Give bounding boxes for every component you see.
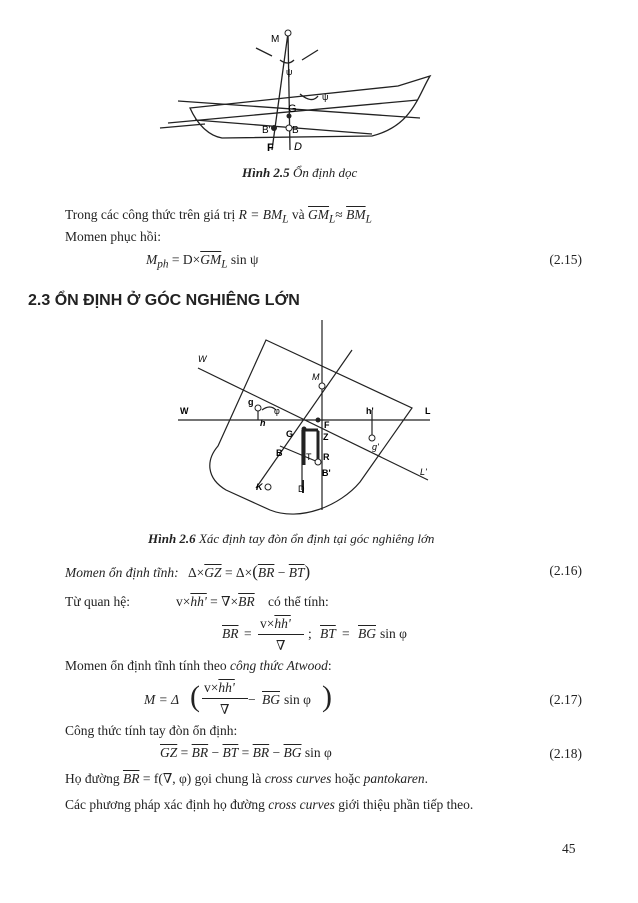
eq217-sin: sin φ (284, 692, 311, 707)
fig26-label-G: G (286, 429, 294, 439)
para1-line2: Momen phục hồi: (65, 229, 161, 244)
eq218-number: (2.18) (549, 746, 582, 761)
atwood-suffix: : (327, 658, 332, 673)
fig25-label-D: D (294, 141, 302, 153)
br-eq-br: $\overline{BR}$ (222, 626, 239, 641)
eq215-mid: = D× (168, 252, 201, 267)
eq217-lhs: M = Δ (144, 692, 180, 707)
fig26-label-K: K (256, 482, 263, 492)
fig26-label-T: T (306, 452, 312, 462)
figure-2-6 (0, 310, 638, 530)
eq215-gm: $\overline{GM}$ (200, 252, 222, 267)
equation-2-16: Momen ổn định tĩnh: $\Delta\times\overline{GZ} = \Delta\times(\overline{BR} - \overline{BT})$ (65, 562, 311, 581)
fig26-label-D: D (298, 484, 305, 494)
para1-line1 (65, 207, 372, 226)
fig26-label-Bp: B' (322, 468, 331, 478)
fig26-label-R: R (323, 452, 330, 462)
eq217-num-a: v× (204, 680, 219, 695)
eq216-bt: $\overline{BT}$ (288, 565, 305, 580)
para1-eq: R = BM (238, 207, 283, 222)
eq217-number: (2.17) (549, 692, 582, 707)
br-eq-bt: $\overline{BT}$ (320, 626, 336, 641)
fig25-label-Bp: B' (262, 125, 271, 136)
fig26-label-g: g (248, 397, 254, 407)
eq215-number: (2.15) (549, 252, 582, 267)
curves-em2: pantokaren (363, 771, 425, 786)
equation-2-18 (160, 745, 332, 761)
br-eq-numerator (260, 616, 291, 632)
br-eq-eq2: = (342, 626, 350, 641)
fig26-label-hp: h' (366, 406, 374, 416)
eq218-e2: = (238, 745, 253, 760)
relation-eq: = ∇× (206, 594, 239, 609)
fig26-label-gp: g' (372, 442, 379, 452)
fig26-label-L1: L' (420, 467, 427, 477)
br-eq-den: ∇ (276, 638, 286, 653)
eq218-sin: sin φ (301, 745, 332, 760)
curves-br: $\overline{BR}$ (122, 771, 140, 786)
fig26-label-Z: Z (323, 432, 329, 442)
eq218-br2: $\overline{BR}$ (252, 745, 270, 760)
eq217-numerator (204, 680, 235, 696)
eq217-paren-right: ) (322, 680, 332, 713)
eq216-br: $\overline{BR}$ (257, 565, 275, 580)
eq218-br: $\overline{BR}$ (191, 745, 209, 760)
eq217-paren-left: ( (190, 680, 200, 713)
eq215-gm-sub: L (221, 258, 228, 271)
eq218-bt: $\overline{BT}$ (222, 745, 239, 760)
eq215-lhs-sub: ph (157, 258, 169, 271)
fig26-caption (148, 531, 434, 547)
eq218-e1: = (177, 745, 192, 760)
fig26-caption-number: Hình 2.6 (148, 531, 196, 546)
eq218-m1: − (208, 745, 223, 760)
gz-line: Công thức tính tay đòn ổn định: (65, 723, 238, 738)
figure-2-5 (0, 0, 638, 165)
curves-f: = f(∇, φ) gọi chung là (139, 771, 265, 786)
relation-lhs: v× (176, 594, 191, 609)
atwood-em: công thức Atwood (230, 658, 328, 673)
br-eq-fraction-bar (258, 634, 304, 635)
page-number: 45 (562, 841, 576, 856)
eq218-m2: − (269, 745, 284, 760)
curves-end: . (424, 771, 429, 786)
para1-and: và (288, 207, 309, 222)
equation-2-17 (144, 678, 344, 724)
eq217-bg: $\overline{BG}$ (262, 692, 280, 707)
fig25-label-psi-right: ψ (322, 92, 329, 102)
fig25-label-F: F (267, 142, 274, 154)
fig26-label-M: M (312, 372, 320, 382)
eq216-number: (2.16) (549, 563, 582, 578)
relation-note: có thể tính: (268, 594, 329, 609)
fig26-label-h: h (260, 418, 266, 428)
br-eq-num-a: v× (260, 616, 275, 631)
para1-prefix: Trong các công thức trên giá trị (65, 207, 239, 222)
fig25-label-psi-top: ψ (286, 67, 293, 77)
eq217-minus: − (248, 692, 256, 707)
fig25-caption-text: Ổn định dọc (292, 165, 358, 180)
fig26-caption-text: Xác định tay đòn ổn định tại góc nghiêng lớn (198, 531, 435, 546)
fig26-label-L: L (425, 406, 431, 416)
fig26-label-phi: φ (274, 406, 280, 416)
eq216-b: = Δ× (221, 565, 253, 580)
relation-br: $\overline{BR}$ (238, 594, 255, 609)
methods-pre: Các phương pháp xác định họ đường (65, 797, 269, 812)
section-title: 2.3 ỔN ĐỊNH Ở GÓC NGHIÊNG LỚN (28, 292, 300, 309)
curves-em1: cross curves (264, 771, 332, 786)
equation-2-15 (146, 252, 258, 271)
fig26-label-F: F (324, 420, 330, 430)
eq215-lhs: M (146, 252, 158, 267)
para1-bm-sub: L (365, 213, 372, 226)
eq217-fraction-bar (202, 698, 248, 699)
eq216-a: Δ× (188, 565, 205, 580)
relation-hh: hh' (190, 594, 207, 609)
eq216-label: Momen ổn định tĩnh: (65, 565, 179, 580)
fig25-label-G: G (288, 103, 297, 115)
br-eq-bg: $\overline{BG}$ (358, 626, 376, 641)
fig26-label-W1: W (198, 354, 207, 364)
eq218-gz: $\overline{GZ}$ (160, 745, 178, 760)
para1-bm: $\overline{BM}$ (346, 207, 366, 222)
br-eq-sep: ; (308, 626, 312, 641)
eq216-gz: $\overline{GZ}$ (204, 565, 222, 580)
curves-mid: hoặc (331, 771, 364, 786)
br-eq-sin: sin φ (380, 626, 407, 641)
br-eq-eq: = (244, 626, 252, 641)
methods-line (65, 797, 473, 813)
fig25-label-M: M (271, 34, 280, 45)
eq217-den: ∇ (220, 702, 230, 717)
para1-eq-sub: L (282, 213, 289, 226)
methods-post: giới thiệu phần tiếp theo. (334, 797, 474, 812)
para1-approx: ≈ (335, 207, 347, 222)
fig26-label-W: W (180, 406, 189, 416)
fig25-caption-number: Hình 2.5 (242, 165, 290, 180)
fig25-caption (242, 165, 357, 181)
fig26-label-B: B (276, 448, 283, 458)
eq216-minus: − (274, 565, 289, 580)
eq217-num-hh: hh' (218, 680, 235, 695)
eq218-bg: $\overline{BG}$ (283, 745, 302, 760)
relation-label: Từ quan hệ: (65, 594, 131, 609)
curves-line (65, 771, 428, 787)
para1-gm: $\overline{GM}$ (308, 207, 330, 222)
methods-em: cross curves (268, 797, 335, 812)
br-eq-num-hh: hh' (274, 616, 291, 631)
eq215-tail: sin ψ (227, 252, 259, 267)
atwood-prefix: Momen ổn định tĩnh tính theo (65, 658, 230, 673)
curves-pre: Họ đường (65, 771, 123, 786)
relation-equation (176, 594, 329, 610)
atwood-line (65, 658, 332, 674)
para1-gm-sub: L (329, 213, 336, 226)
fig25-label-B: B (292, 125, 299, 136)
